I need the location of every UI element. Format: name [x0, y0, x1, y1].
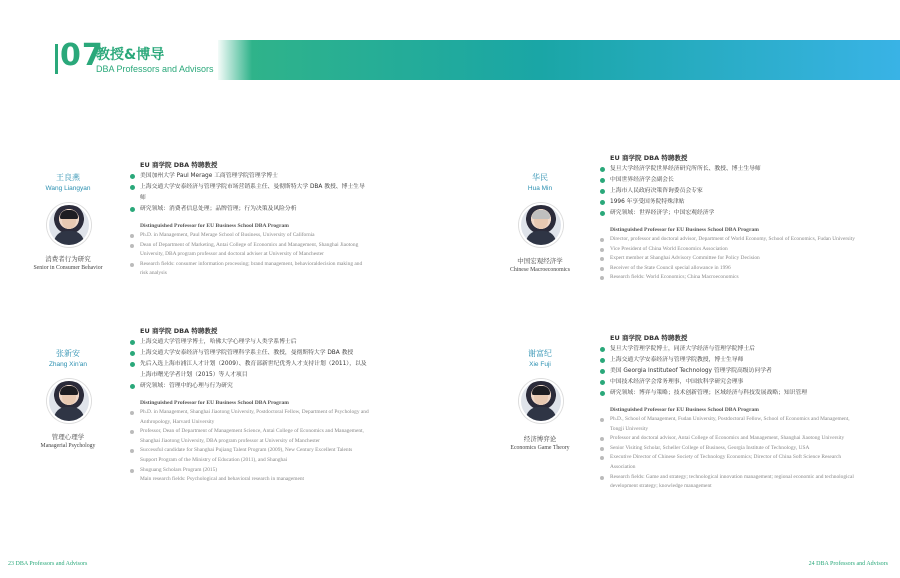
cn-bio-item: 复旦大学管理学院博士，同济大学经济与管理学院博士后 [600, 344, 860, 355]
research-field-cn: 中国宏观经济学 [517, 257, 563, 265]
cn-bio-list [600, 344, 860, 399]
en-bio-item: Shuguang Scholars Program (2015) [130, 466, 370, 476]
en-bio-item: Research fields: Game and strategy; technological innovation management; regional economic and technological development strategy; knowledge management [600, 473, 860, 492]
avatar [47, 203, 91, 247]
avatar-body [526, 407, 556, 423]
professor-content [600, 153, 860, 283]
professor-name [28, 172, 108, 192]
professor-content [130, 160, 370, 279]
avatar [519, 379, 563, 423]
cn-bio-item: 上海交通大学安泰经济与管理学院市场营销系主任、曼彻斯特大学 DBA 教授、博士生导师 [130, 182, 370, 204]
content-title-cn: EU 商学院 DBA 特聘教授 [610, 154, 688, 162]
cn-bio-item: 中国技术经济学会常务理事，中国软科学研究会理事 [600, 377, 860, 388]
content-title-cn: EU 商学院 DBA 特聘教授 [140, 327, 218, 335]
content-title-cn: EU 商学院 DBA 特聘教授 [140, 161, 218, 169]
avatar [519, 203, 563, 247]
research-field-cn: 管理心理学 [51, 433, 85, 441]
cn-bio-item: 上海交通大学安泰经济与管理学院教授，博士生导师 [600, 355, 860, 366]
professor-content [600, 333, 860, 492]
cn-bio-list [600, 164, 860, 219]
en-bio-item: Successful candidate for Shanghai Pujiang Talent Program (2009), New Century Excellent Talents Support Program of the Ministry of Education (2011), and Shanghai [130, 446, 370, 465]
cn-bio-item: 1996 年享受国务院特殊津贴 [600, 197, 860, 208]
research-field [28, 254, 108, 273]
professor-content [130, 326, 370, 485]
cn-bio-item: 研究领域：世界经济学；中国宏观经济学 [600, 208, 860, 219]
research-field [28, 432, 108, 451]
content-title-en: Distinguished Professor for EU Business School DBA Program [610, 227, 759, 233]
content-title-en: Distinguished Professor for EU Business School DBA Program [140, 223, 289, 229]
en-bio-item: Professor and doctoral advisor, Antai College of Economics and Management, Shanghai Jiaotong University [600, 434, 860, 444]
research-field-en: Senior in Consumer Behavior [33, 265, 103, 271]
professor-name-en: Wang Liangyan [45, 185, 91, 192]
section-title-en: DBA Professors and Advisors [96, 64, 214, 74]
research-field-en: Managerial Psychology [40, 443, 96, 449]
en-bio-item: Ph.D. in Management, Paul Merage School of Business, University of California [130, 231, 370, 241]
avatar-hair [60, 386, 78, 395]
cn-bio-list [130, 337, 370, 392]
section-title-cn: 教授&博导 [96, 47, 165, 63]
avatar-body [54, 231, 84, 247]
footer-page-right: 24 DBA Professors and Advisors [808, 561, 888, 567]
avatar-hair [532, 210, 550, 219]
en-bio-item: Executive Director of Chinese Society of Technology Economics; Director of China Soft Science Research Association [600, 453, 860, 472]
cn-bio-item: 上海市人民政府决策咨询委员会专家 [600, 186, 860, 197]
content-title-en: Distinguished Professor for EU Business School DBA Program [610, 407, 759, 413]
cn-bio-item: 上海交通大学安泰经济与管理学院管理科学系主任、教授，曼彻斯特大学 DBA 教授 [130, 348, 370, 359]
en-bio-item: Expert member at Shanghai Advisory Committee for Policy Decision [600, 254, 860, 264]
cn-bio-item: 研究领域：博弈与策略；技术创新管理；区域经济与科技发展战略；知识管理 [600, 388, 860, 399]
en-bio-item: Ph.D. in Management, Shanghai Jiaotong University, Postdoctoral Fellow, Department of Psychology and Anthropology, Harvard University [130, 408, 370, 427]
en-bio-list [600, 235, 860, 283]
cn-bio-item: 研究领域：管理中的心理与行为研究 [130, 381, 370, 392]
research-field [500, 256, 580, 275]
en-bio-item: Main research fields: Psychological and behavioral research in management [140, 476, 305, 483]
cn-bio-item: 上海交通大学管理学博士，哈佛大学心理学与人类学系博士后 [130, 337, 370, 348]
content-title-en: Distinguished Professor for EU Business School DBA Program [140, 400, 289, 406]
en-bio-item: Professor, Dean of Department of Management Science, Antai College of Economics and Management, Shanghai Jiaotong University, DBA program professor at University of Manchester [130, 427, 370, 446]
en-bio-item: Director, professor and doctoral advisor, Department of World Economy, School of Economics, Fudan University [600, 235, 860, 245]
cn-bio-item: 研究领域：消费者信息处理；品牌管理；行为决策及风险分析 [130, 204, 370, 215]
professor-name-cn: 谢富纪 [528, 349, 552, 358]
professor-name [28, 348, 108, 368]
en-bio-item: Senior Visiting Scholar, Scheller College of Business, Georgia Institute of Technology, USA [600, 444, 860, 454]
en-bio-list [130, 408, 370, 485]
professor-name-en: Hua Min [527, 185, 553, 192]
cn-bio-item: 美国加州大学 Paul Merage 工商管理学院管理学博士 [130, 171, 370, 182]
header-accent-bar [55, 44, 58, 74]
cn-bio-item: 先后入选上海市浦江人才计划（2009）、教育部新世纪优秀人才支持计划（2011），以及上海市曙光学者计划（2015）等人才项目 [130, 359, 370, 381]
avatar-hair [60, 210, 78, 219]
professor-name [500, 172, 580, 192]
en-bio-list [600, 415, 860, 492]
avatar-hair [532, 386, 550, 395]
section-number: 07 [60, 38, 104, 73]
en-bio-item: Research fields: consumer information processing; brand management, behavioraldecision making and risk analysis [130, 260, 370, 279]
footer-page-left: 23 DBA Professors and Advisors [8, 561, 88, 567]
cn-bio-list [130, 171, 370, 215]
avatar-body [526, 231, 556, 247]
professor-name-cn: 张新安 [56, 349, 80, 358]
avatar [47, 379, 91, 423]
cn-bio-item: 中国世界经济学会副会长 [600, 175, 860, 186]
en-bio-item: Research fields: World Economics; China Macroeconomics [600, 273, 860, 283]
research-field [500, 434, 580, 453]
content-title-cn: EU 商学院 DBA 特聘教授 [610, 334, 688, 342]
en-bio-item: Dean of Department of Marketing, Antai College of Economics and Management, Shanghai Jiaotong University, DBA program professor and doctoral adviser at University of Manchester [130, 241, 370, 260]
avatar-body [54, 407, 84, 423]
professor-name-cn: 王良燕 [56, 173, 80, 182]
en-bio-list [130, 231, 370, 279]
research-field-cn: 消费者行为研究 [45, 255, 91, 263]
research-field-cn: 经济博弈论 [523, 435, 557, 443]
en-bio-item: Vice President of China World Economics Association [600, 245, 860, 255]
professor-name [500, 348, 580, 368]
en-bio-item: Receiver of the State Council special allowance in 1996 [600, 264, 860, 274]
research-field-en: Economics Game Theory [510, 445, 570, 451]
cn-bio-item: 复旦大学经济学院世界经济研究所所长、教授、博士生导师 [600, 164, 860, 175]
professor-name-en: Xie Fuji [529, 361, 551, 368]
professor-name-cn: 华民 [532, 173, 548, 182]
research-field-en: Chinese Macroeconomics [509, 267, 571, 273]
professor-name-en: Zhang Xin'an [48, 361, 88, 368]
en-bio-item: Ph.D., School of Management, Fudan University, Postdoctoral Fellow, School of Economics and Management, Tongji University [600, 415, 860, 434]
cn-bio-item: 美国 Georgia Instituteof Technology 管理学院高级访问学者 [600, 366, 860, 377]
